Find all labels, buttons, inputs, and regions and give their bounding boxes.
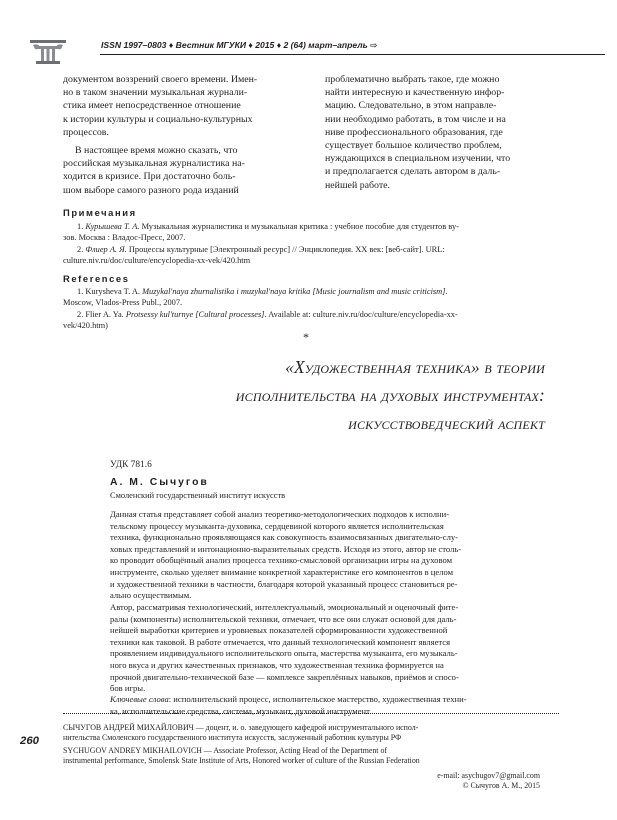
reference-item — [63, 309, 560, 331]
text-line: российская музыкальная журналистика на- — [63, 158, 245, 170]
reference-number: 2. — [77, 310, 84, 319]
page-number: 260 — [20, 735, 40, 747]
abstract-line: бов игры. — [110, 683, 146, 694]
author-name: А. М. Сычугов — [110, 477, 209, 488]
abstract-line: ко проводит обобщённый анализ процесса технико-смысловой организации игры на духовом — [110, 555, 453, 566]
text-line: проблематично выбрать такое, где можно — [325, 74, 500, 85]
note-text: Процессы культурные [Электронный ресурс] // Энциклопедия. XX век: [веб-сайт]. URL: — [126, 245, 445, 254]
abstract-line: инструменте, сколько уделяет внимание конкретной характеристике его компонентов в целом — [110, 566, 454, 577]
article-title-line: искусствоведческий аспект — [348, 413, 545, 433]
footnote-line: СЫЧУГОВ АНДРЕЙ МИХАЙЛОВИЧ — доцент, и. о. заведующего кафедрой инструментального испол- — [63, 723, 419, 732]
references-heading: References — [63, 273, 130, 284]
author-affiliation: Смоленский государственный институт искусств — [110, 491, 286, 500]
keywords-text: ка, исполнительские средства, система, музыкант, духовой инструмент. — [110, 705, 372, 716]
author-info-ru — [63, 723, 560, 743]
footnote-line: instrumental performance, Smolensk State Institute of Arts, Honored worker of culture of the Russian Federation — [63, 756, 420, 766]
keywords-label: Ключевые слова — [110, 694, 169, 704]
note-number: 1. — [77, 222, 84, 231]
article-title-line: исполнительства на духовых инструментах: — [235, 385, 545, 405]
note-text: culture.niv.ru/doc/culture/encyclopedia-xx-vek/420.htm — [63, 256, 251, 266]
abstract-paragraph — [110, 602, 556, 695]
note-number: 2. — [77, 245, 84, 254]
text-line: но в таком значении музыкальная журнали- — [63, 87, 248, 99]
article-title-line: «Художественная техника» в теории — [285, 357, 545, 377]
abstract-line: ного вкуса и других качественных признаков, что художественная техника формируется на — [110, 659, 444, 670]
note-item — [63, 244, 560, 266]
reference-text: vek/420.htm) — [63, 321, 108, 331]
reference-text: Moscow, Vlados-Press Publ., 2007. — [63, 298, 183, 308]
text-line: нуждающихся в специальном изучении, что — [325, 153, 511, 165]
text-line: нейшей работе. — [325, 179, 391, 191]
text-line: мацию. Следовательно, в этом направле- — [325, 100, 497, 112]
note-text: зов. Москва : Владос-Пресс, 2007. — [63, 233, 186, 243]
text-line: процессов. — [63, 126, 109, 138]
text-line: ходится в кризисе. При достаточно боль- — [63, 171, 236, 183]
abstract-line: техники как таковой. В работе отмечается, что данный технологический компонент является — [110, 636, 451, 647]
text-line: ниве профессионального образования, где — [325, 126, 503, 138]
note-text: Музыкальная журналистика и музыкальная критика : учебное пособие для студентов ву- — [139, 222, 459, 231]
abstract-line: прочной двигательно-технической базе — комплексе закреплённых навыков, приёмов и спосо- — [110, 671, 459, 682]
abstract-line: и художественной техники в частности, благодаря которой указанный процесс становиться ре- — [110, 578, 458, 589]
section-separator: * — [303, 330, 309, 344]
text-line: к истории культуры и социально-культурных — [63, 113, 253, 125]
udk-code: УДК 781.6 — [110, 460, 152, 470]
reference-text: . Available at: culture.niv.ru/doc/culture/encyclopedia-xx- — [264, 310, 458, 319]
reference-number: 1. — [77, 287, 84, 296]
author-info-en — [63, 746, 560, 766]
text-line: документом воззрений своего времени. Имен- — [63, 74, 258, 85]
text-line: В настоящее время можно сказать, что — [75, 145, 238, 157]
text-line: и предполагается сделать автором в даль- — [325, 166, 501, 178]
notes-heading: Примечания — [63, 207, 137, 218]
reference-title: Muzykal'naya zhurnalistika i muzykal'naya kritika [Music journalism and music criticism]. — [139, 287, 448, 296]
text-line: нии необходимо работать, в том числе и на — [325, 113, 506, 125]
abstract-line: Данная статья представляет собой анализ теоретико-методологических подходов к исполни- — [110, 509, 450, 519]
reference-author: Flier A. Ya. — [85, 310, 124, 319]
journal-logo-icon — [30, 40, 66, 64]
abstract-line: тельскому процессу музыканта-духовика, сердцевиной которого является исполнительская — [110, 520, 444, 531]
header-divider — [100, 54, 605, 55]
abstract-line: ховых представлений и интонационно-выразительных средств. Исходя из этого, автор не столь- — [110, 543, 462, 554]
text-line: стика имеет непосредственное отношение — [63, 100, 241, 112]
footnote-divider — [63, 713, 559, 714]
note-author: Курышева Т. А. — [85, 222, 140, 231]
abstract-line: ально осуществимым. — [110, 590, 192, 601]
abstract-line: ралы (компоненты) исполнительской техники, отмечает, что все они служат основой для даль- — [110, 613, 457, 624]
keywords-text: : исполнительский процесс, исполнительское мастерство, художественная техни- — [168, 694, 467, 704]
text-line: шом выборе самого разного рода изданий — [63, 184, 239, 196]
text-line: существует большое количество проблем, — [325, 140, 502, 152]
reference-item — [63, 286, 560, 308]
text-column-left — [63, 73, 306, 197]
abstract-line: нейшей выработки критериев и уровневых показателей сформированности художественной — [110, 625, 448, 636]
footnote-line: SYCHUGOV ANDREY MIKHAILOVICH — Associate Professor, Acting Head of the Department of — [63, 746, 388, 755]
footnote-line: нительства Смоленского государственного института искусств, заслуженный работник культуры РФ — [63, 733, 402, 743]
text-column-right — [325, 73, 561, 192]
abstract-line: техника, функционально проявляющаяся как совокупность взаимосвязанных двигательно-слу- — [110, 532, 459, 543]
author-email: e-mail: asychugov7@gmail.com — [437, 771, 540, 780]
reference-author: Kurysheva T. A. — [85, 287, 140, 296]
text-line: найти интересную и качественную инфор- — [325, 87, 505, 99]
reference-title: Protsessy kul'turnye [Cultural processes] — [123, 310, 265, 319]
running-header: ISSN 1997–0803 ♦ Вестник МГУКИ ♦ 2015 ♦ 2 (64) март–апрель ⇨ — [101, 40, 378, 50]
copyright: © Сычугов А. М., 2015 — [462, 781, 540, 790]
note-item — [63, 221, 560, 243]
note-author: Флиер А. Я. — [85, 245, 127, 254]
abstract-paragraph — [110, 509, 556, 602]
abstract-line: проявлением индивидуального исполнительского опыта, мастерства музыканта, его музыкаль- — [110, 648, 458, 659]
abstract-line: Автор, рассматривая технологический, интеллектуальный, эмоциональный и оценочный фите- — [110, 602, 459, 612]
